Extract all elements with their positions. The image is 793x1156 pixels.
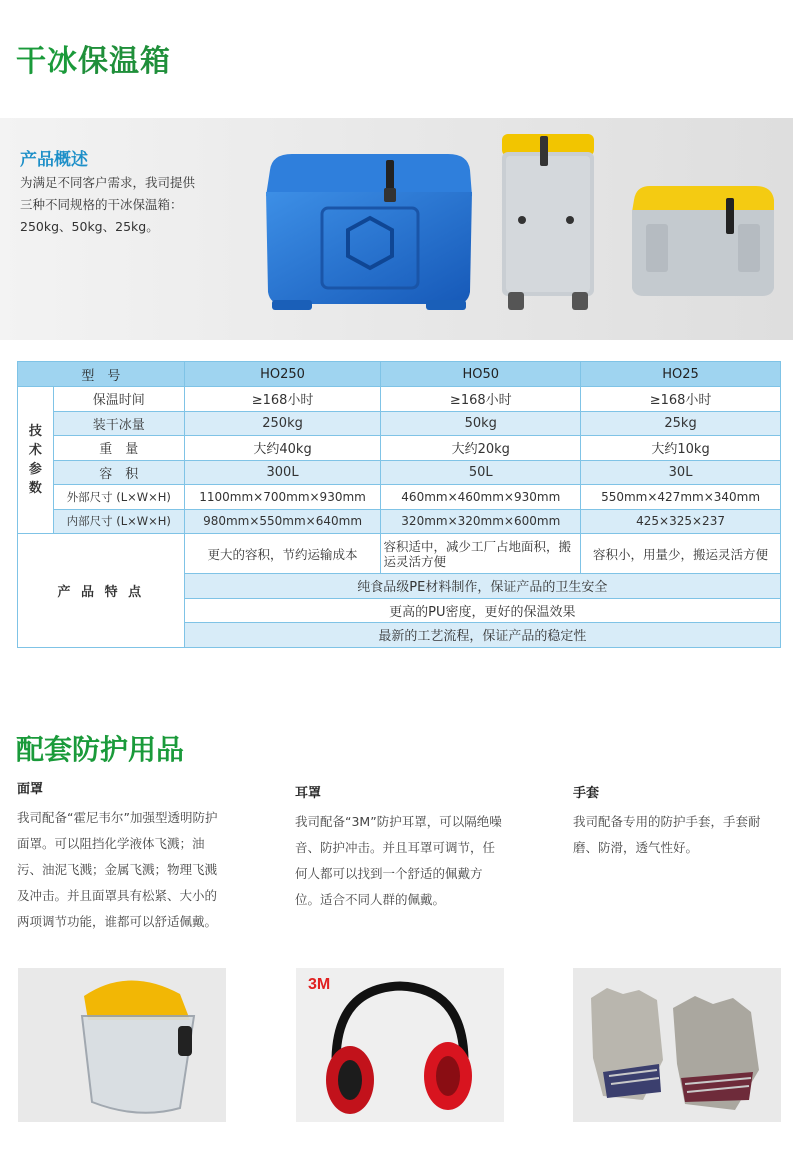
- table-row: [18, 387, 781, 412]
- table-row: [18, 485, 781, 510]
- header-model: 型 号: [18, 362, 185, 387]
- cell: 50kg: [381, 411, 581, 436]
- header-ho25: HO25: [581, 362, 781, 387]
- gloves-description: [573, 782, 783, 861]
- face-shield-icon: [18, 968, 226, 1122]
- overview-text: [20, 172, 240, 238]
- cell: 30L: [581, 460, 781, 485]
- item-name: 耳罩: [295, 786, 322, 801]
- features-label: 产 品 特 点: [18, 534, 185, 648]
- row-label: 外部尺寸 (L×W×H): [53, 485, 184, 510]
- overview-line: 为满足不同客户需求，我司提供: [20, 175, 196, 190]
- overview-title: 产品概述: [20, 150, 88, 170]
- 3m-logo: 3M: [308, 976, 331, 993]
- earmuff-description: [295, 782, 505, 913]
- cell: 425×325×237: [581, 509, 781, 534]
- overview-line: 三种不同规格的干冰保温箱：: [20, 197, 183, 212]
- blue-cooler-box-image: [262, 152, 476, 312]
- row-label: 保温时间: [53, 387, 184, 412]
- section-title-protective-gear: 配套防护用品: [16, 733, 185, 766]
- cell: 300L: [184, 460, 381, 485]
- cell: 50L: [381, 460, 581, 485]
- header-ho50: HO50: [381, 362, 581, 387]
- cell: 纯食品级PE材料制作，保证产品的卫生安全: [184, 574, 780, 599]
- cell: ≥168小时: [184, 387, 381, 412]
- cell: 25kg: [581, 411, 781, 436]
- header-ho250: HO250: [184, 362, 381, 387]
- cell: 更大的容积，节约运输成本: [184, 534, 381, 574]
- cell: 250kg: [184, 411, 381, 436]
- gloves-icon: [573, 968, 781, 1122]
- earmuff-photo: [296, 968, 504, 1122]
- row-label: 内部尺寸 (L×W×H): [53, 509, 184, 534]
- cell: 320mm×320mm×600mm: [381, 509, 581, 534]
- cell: 更高的PU密度，更好的保温效果: [184, 598, 780, 623]
- item-text: 我司配备专用的防护手套，手套耐磨、防滑，透气性好。: [573, 814, 761, 855]
- cell: 550mm×427mm×340mm: [581, 485, 781, 510]
- item-text: 我司配备“霍尼韦尔”加强型透明防护面罩。可以阻挡化学液体飞溅；油污、油泥飞溅；金属飞溅；物理飞溅及冲击。并且面罩具有松紧、大小的两项调节功能，谁都可以舒适佩戴。: [17, 810, 218, 929]
- cell: ≥168小时: [381, 387, 581, 412]
- grey-cooler-box-image: [500, 132, 596, 314]
- tech-params-label: 技 术 参 数: [18, 387, 54, 534]
- item-text: 我司配备“3M”防护耳罩，可以隔绝噪音、防护冲击。并且耳罩可调节，任何人都可以找到一个舒适的佩戴方位。适合不同人群的佩戴。: [295, 814, 502, 907]
- table-row: [18, 534, 781, 574]
- page-title: [16, 36, 171, 80]
- title-plain: 干冰: [16, 44, 78, 79]
- spec-table: [17, 361, 781, 648]
- table-row: [18, 411, 781, 436]
- face-shield-description: [17, 778, 227, 935]
- cell: 最新的工艺流程，保证产品的稳定性: [184, 623, 780, 648]
- cell: 大约20kg: [381, 436, 581, 461]
- cell: 容积小，用量少，搬运灵活方便: [581, 534, 781, 574]
- title-bold: 保温箱: [78, 44, 171, 79]
- gloves-photo: [573, 968, 781, 1122]
- item-name: 面罩: [17, 782, 44, 797]
- cell: 460mm×460mm×930mm: [381, 485, 581, 510]
- table-row: [18, 460, 781, 485]
- table-row: [18, 436, 781, 461]
- overview-line: 250kg、50kg、25kg。: [20, 219, 159, 234]
- cell: 1100mm×700mm×930mm: [184, 485, 381, 510]
- row-label: 装干冰量: [53, 411, 184, 436]
- table-row: [18, 509, 781, 534]
- row-label: 容 积: [53, 460, 184, 485]
- cell: 容积适中，减少工厂占地面积，搬运灵活方便: [381, 534, 581, 574]
- cell: ≥168小时: [581, 387, 781, 412]
- item-name: 手套: [573, 786, 600, 801]
- face-shield-photo: [18, 968, 226, 1122]
- cell: 980mm×550mm×640mm: [184, 509, 381, 534]
- yellow-lid-cooler-box-image: [628, 180, 778, 298]
- cell: 大约40kg: [184, 436, 381, 461]
- spec-header-row: [18, 362, 781, 387]
- row-label: 重 量: [53, 436, 184, 461]
- cell: 大约10kg: [581, 436, 781, 461]
